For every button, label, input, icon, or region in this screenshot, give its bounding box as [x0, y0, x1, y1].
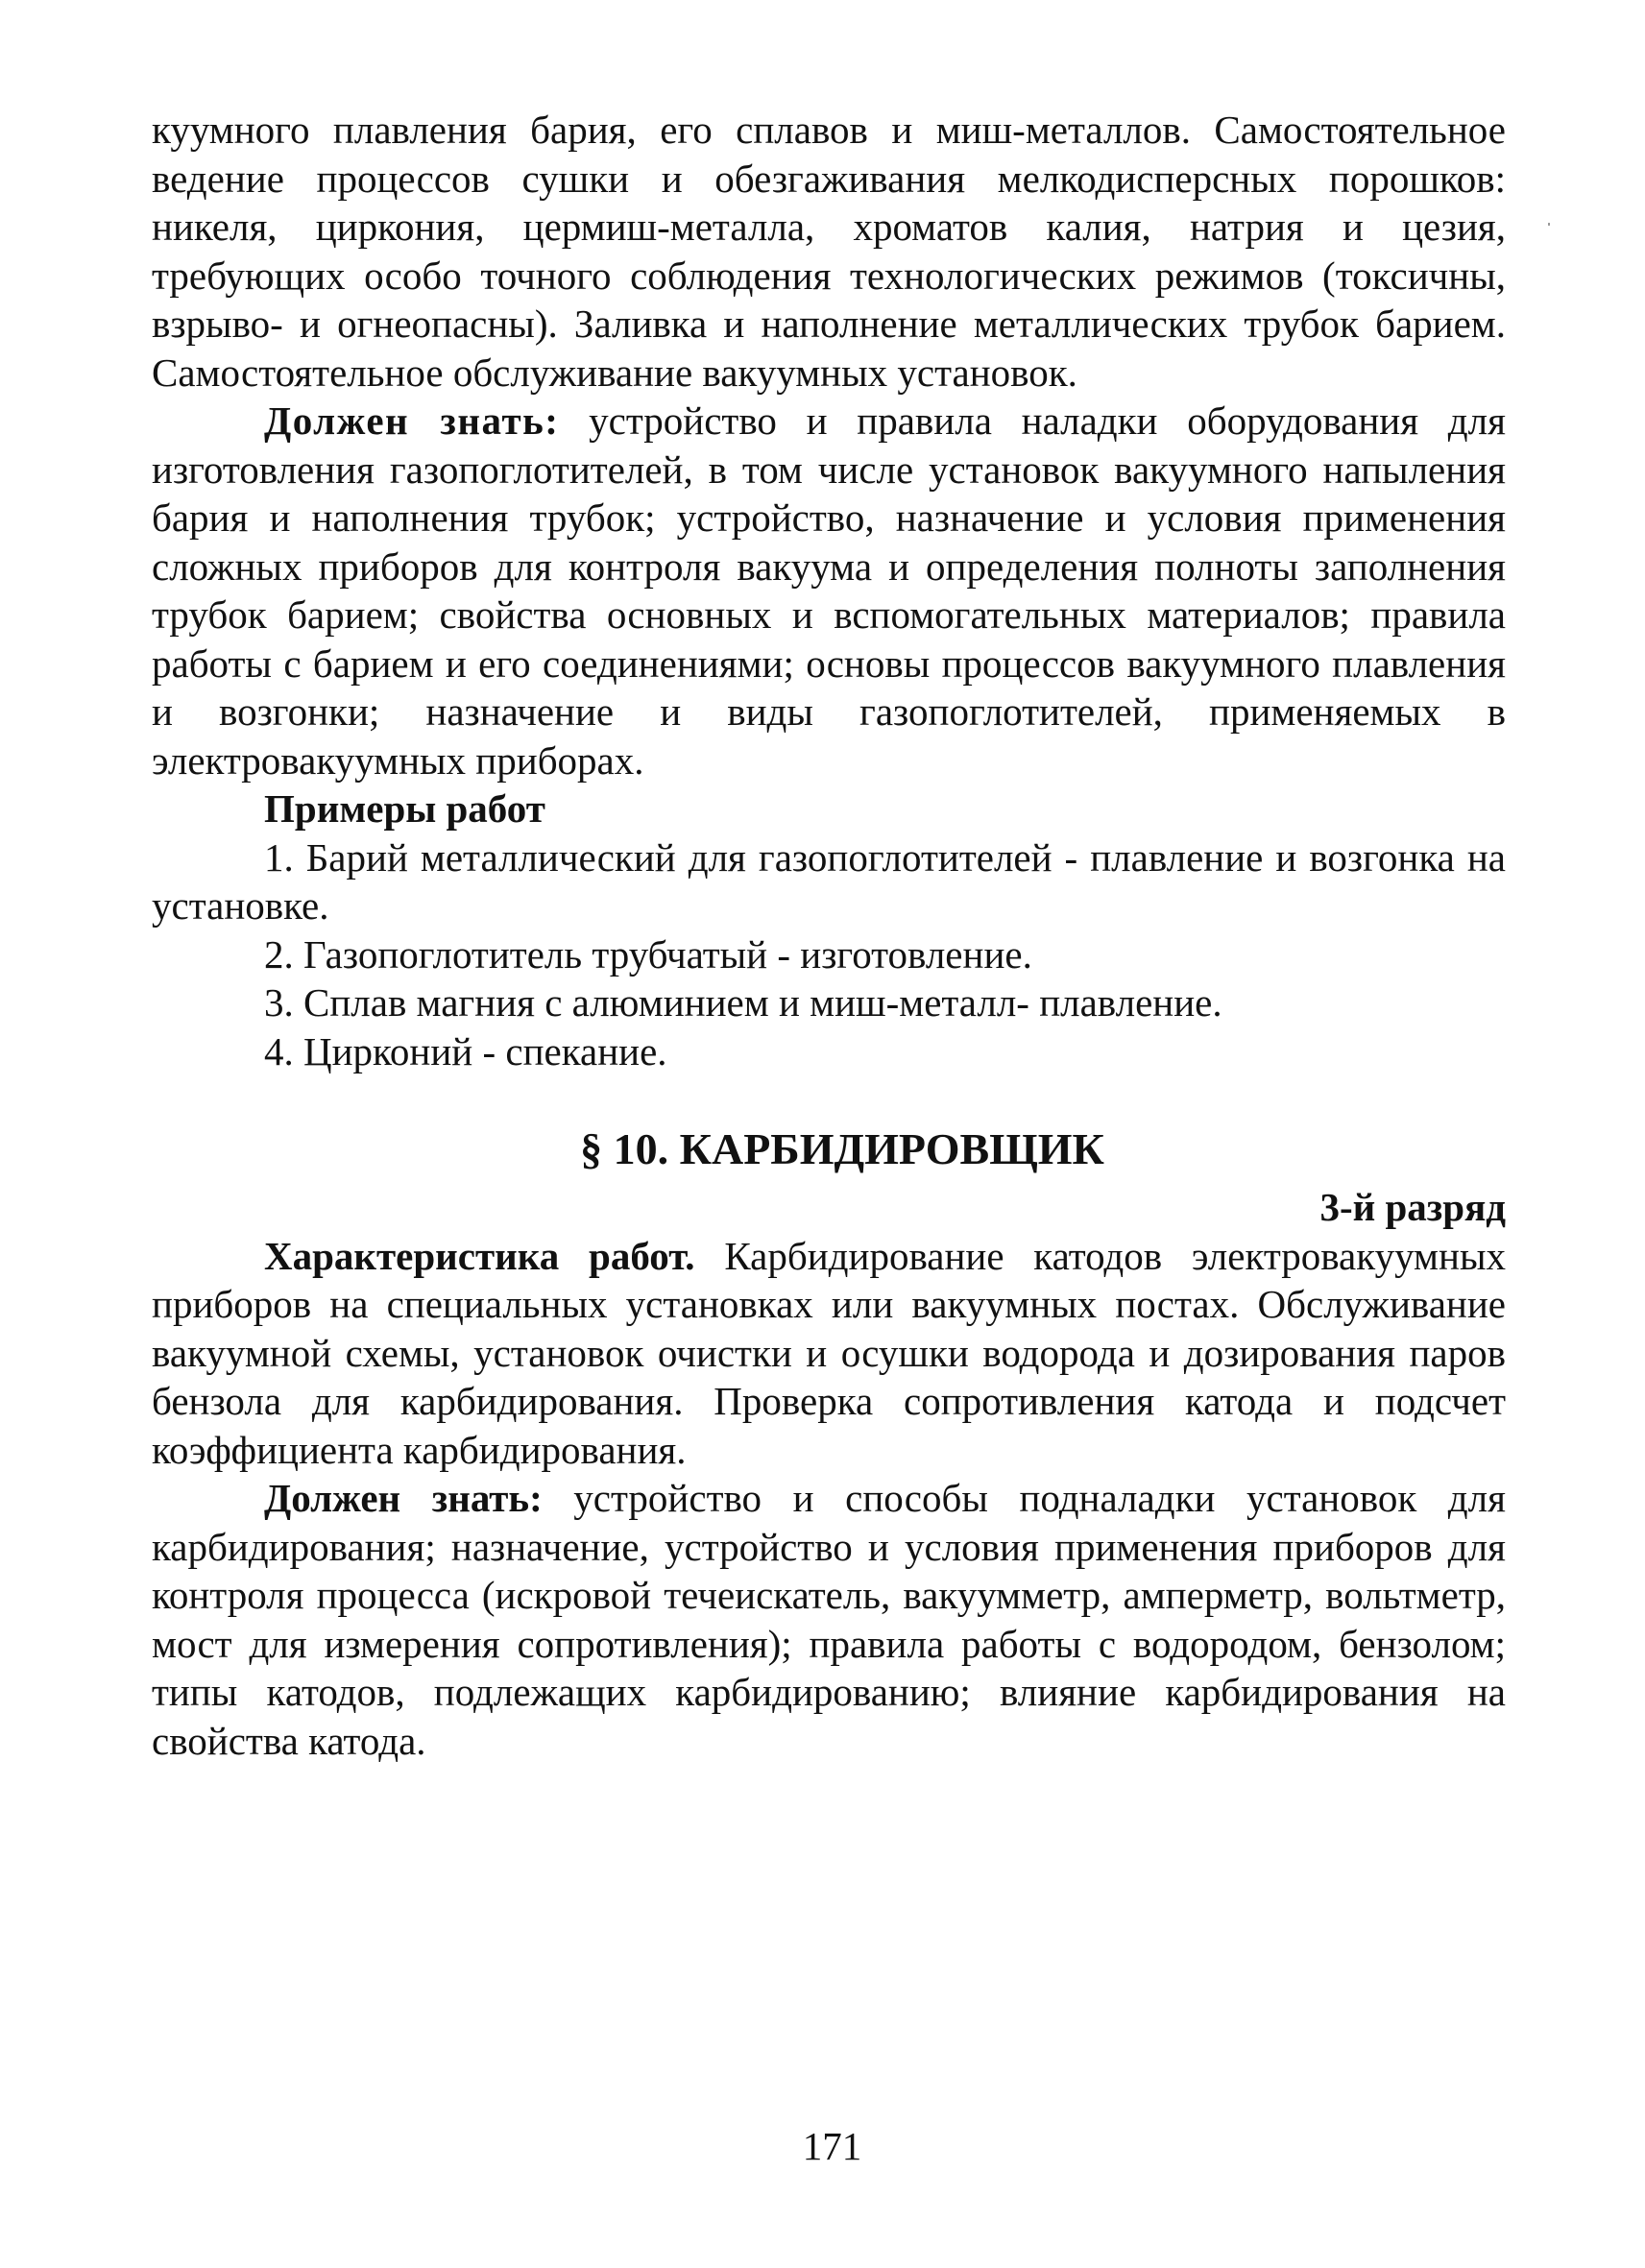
- characteristics-label: Характеристика работ.: [264, 1233, 695, 1278]
- page-number: 171: [802, 2124, 862, 2168]
- example-item-3: 3. Сплав магния с алюминием и миш-металл- плавление.: [264, 980, 1222, 1025]
- section-title: § 10. КАРБИДИРОВЩИК: [580, 1124, 1104, 1173]
- must-know-paragraph-1: [152, 397, 1506, 784]
- example-item-4: 4. Цирконий - спекание.: [264, 1028, 667, 1074]
- characteristics-text: Карбидирование катодов электровакуумных приборов на специальных установках или вакуумных постах. Обслуживание вакуумной схемы, установок очистки и осушки водорода и дозирования паров бензола для карбидирования. Проверка сопротивления катода и подсчет коэффициента карбидирования.: [152, 1233, 1506, 1472]
- must-know-text-1: устройство и правила наладки оборудования для изготовления газопоглотителей, в том числе установок вакуумного напыления бария и наполнения трубок; устройство, назначение и условия применения сложных приборов для контроля вакуума и определения полноты заполнения трубок барием; свойства основных и вспомогательных материалов; правила работы с барием и его соединениями; основы процессов вакуумного плавления и возгонки; назначение и виды газопоглотителей, применяемых в электровакуумных приборах.: [152, 398, 1506, 783]
- example-item-1: 1. Барий металлический для газопоглотителей - плавление и возгонка на установке.: [152, 834, 1506, 928]
- characteristics-paragraph: [152, 1232, 1506, 1475]
- page-content: [152, 106, 1506, 1765]
- must-know-label-1: Должен знать:: [264, 398, 560, 443]
- must-know-paragraph-2: [152, 1474, 1506, 1765]
- must-know-label-2: Должен знать:: [264, 1476, 543, 1520]
- examples-heading: Примеры работ: [264, 786, 545, 831]
- must-know-text-2: устройство и способы подналадки установок для карбидирования; назначение, устройство и условия применения приборов для контроля процесса (искровой течеискатель, вакуумметр, амперметр, вольтметр, мост для измерения сопротивления); правила работы с водородом, бензолом; типы катодов, подлежащих карбидированию; влияние карбидирования на свойства катода.: [152, 1476, 1506, 1763]
- example-item-2: 2. Газопоглотитель трубчатый - изготовление.: [264, 931, 1032, 977]
- grade-label: 3-й разряд: [1319, 1185, 1506, 1229]
- scan-speck: [1548, 223, 1550, 226]
- continuation-paragraph: куумного плавления бария, его сплавов и миш-металлов. Самостоятельное ведение процессов сушки и обезгаживания мелкодисперсных порошков: никеля, циркония, цермиш-металла, хроматов калия, натрия и цезия, требующих особо точного соблюдения технологических режимов (токсичны, взрыво- и огнеопасны). Заливка и наполнение металлических трубок барием. Самостоятельное обслуживание вакуумных установок.: [152, 108, 1506, 395]
